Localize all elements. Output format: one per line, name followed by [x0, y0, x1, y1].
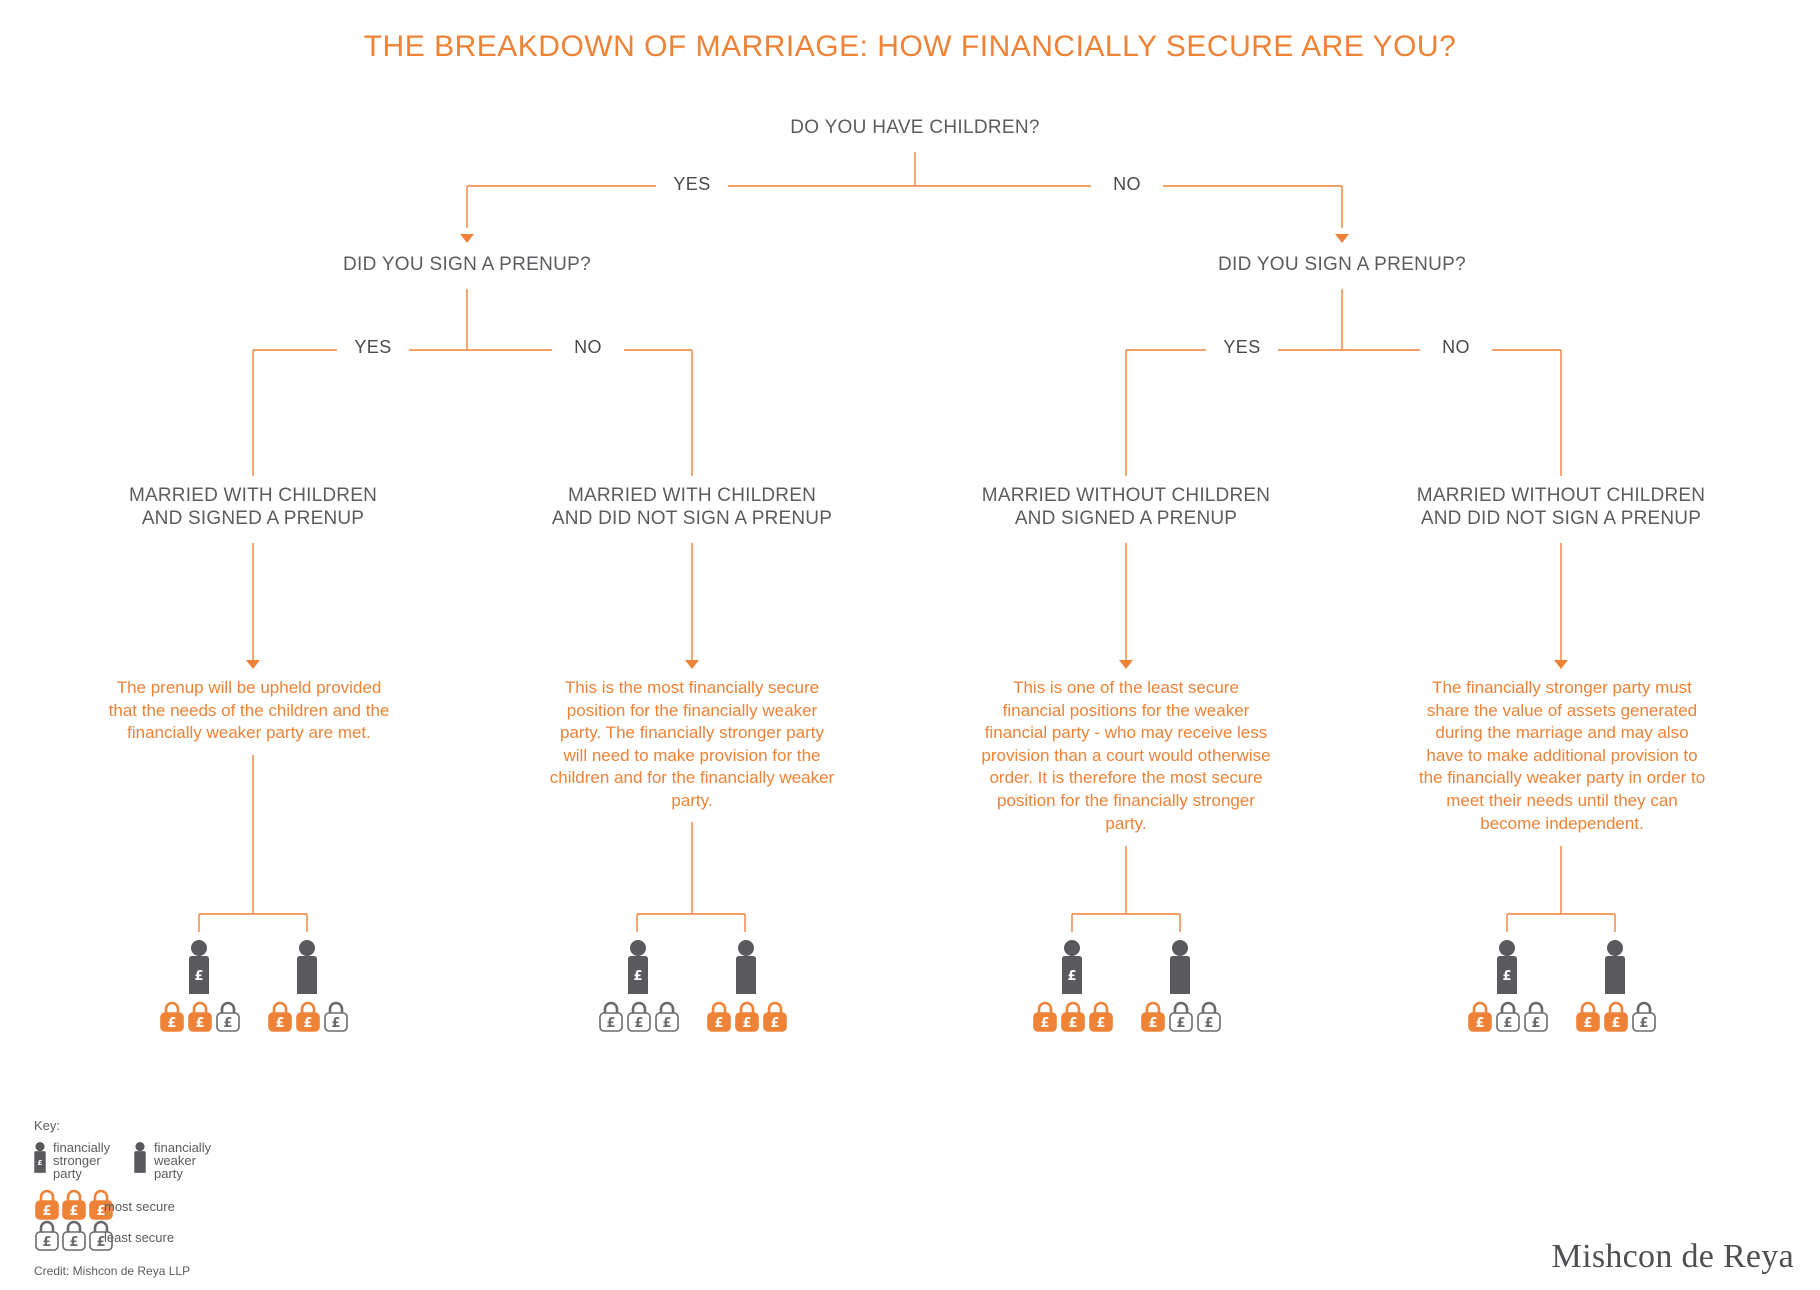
key-least-secure-label: least secure: [104, 1230, 175, 1245]
secure-lock-icon: [295, 1000, 321, 1032]
insecure-lock-icon: [34, 1219, 60, 1251]
credit: Credit: Mishcon de Reya LLP: [34, 1264, 191, 1278]
weaker-party-security-locks: [706, 1000, 788, 1032]
svg-text:£: £: [42, 1235, 52, 1250]
secure-lock-icon: [706, 1000, 732, 1032]
right-branch-connector: [1126, 289, 1561, 476]
secure-lock-icon: [1575, 1000, 1601, 1032]
svg-text:£: £: [1204, 1016, 1214, 1031]
outcome-text: This is the most financially secure position for the financially weaker party. The financially stronger party will need to make provision for the children and for the financially weaker party.: [549, 678, 835, 810]
insecure-lock-icon: [626, 1000, 652, 1032]
weaker-party-figure: [1601, 940, 1629, 1001]
outcome-text: The prenup will be upheld provided that the needs of the children and the financially weaker party are met.: [108, 678, 390, 743]
svg-text:£: £: [42, 1204, 52, 1219]
svg-text:£: £: [714, 1016, 724, 1031]
svg-text:£: £: [37, 1157, 43, 1167]
left-branch-connector: [253, 289, 692, 476]
key-least-secure-locks: [34, 1219, 114, 1251]
svg-text:£: £: [1067, 969, 1077, 984]
svg-text:£: £: [96, 1204, 106, 1219]
stronger-party-figure: [185, 940, 213, 1001]
weaker-party-figure: [732, 940, 760, 1001]
scenario-title-line1: MARRIED WITH CHILDREN: [128, 485, 378, 506]
stronger-party-figure: [624, 940, 652, 1001]
scenario-title-line2: AND DID NOT SIGN A PRENUP: [551, 508, 833, 529]
scenario-title: [1411, 484, 1711, 530]
insecure-lock-icon: [1631, 1000, 1657, 1032]
left-branch-question: DID YOU SIGN A PRENUP?: [342, 254, 592, 275]
weaker-party-security-locks: [1575, 1000, 1657, 1032]
root-connector: [467, 152, 1342, 228]
secure-lock-icon: [267, 1000, 293, 1032]
right-no-label: NO: [1420, 337, 1492, 358]
svg-text:£: £: [606, 1016, 616, 1031]
secure-lock-icon: [762, 1000, 788, 1032]
scenario-title-line2: AND SIGNED A PRENUP: [1014, 508, 1238, 529]
insecure-lock-icon: [1196, 1000, 1222, 1032]
scenario-title: [542, 484, 842, 530]
svg-text:£: £: [1096, 1016, 1106, 1031]
brand-logo: Mishcon de Reya: [1551, 1238, 1794, 1275]
scenario-title-line1: MARRIED WITH CHILDREN: [567, 485, 817, 506]
scenario-title-line2: AND SIGNED A PRENUP: [141, 508, 365, 529]
root-yes-label: YES: [656, 174, 728, 195]
svg-text:£: £: [1611, 1016, 1621, 1031]
svg-text:£: £: [331, 1016, 341, 1031]
svg-text:£: £: [194, 969, 204, 984]
secure-lock-icon: [187, 1000, 213, 1032]
svg-text:£: £: [96, 1235, 106, 1250]
stronger-party-security-locks: [598, 1000, 680, 1032]
figures-connector-2: [637, 822, 745, 932]
stronger-party-security-locks: [1467, 1000, 1549, 1032]
arrowhead: [460, 234, 474, 243]
right-branch-question: DID YOU SIGN A PRENUP?: [1217, 254, 1467, 275]
stronger-party-security-locks: [159, 1000, 241, 1032]
svg-text:£: £: [1583, 1016, 1593, 1031]
insecure-lock-icon: [1523, 1000, 1549, 1032]
secure-lock-icon: [1603, 1000, 1629, 1032]
stronger-party-figure: [1058, 940, 1086, 1001]
svg-text:£: £: [770, 1016, 780, 1031]
svg-text:£: £: [1502, 969, 1512, 984]
figures-connector-1: [199, 755, 307, 932]
secure-lock-icon: [1088, 1000, 1114, 1032]
svg-text:£: £: [303, 1016, 313, 1031]
stronger-party-figure: [1493, 940, 1521, 1001]
arrowhead: [1554, 660, 1568, 669]
svg-text:£: £: [223, 1016, 233, 1031]
svg-text:£: £: [167, 1016, 177, 1031]
svg-text:£: £: [69, 1204, 79, 1219]
key-stronger-icon: [32, 1138, 48, 1183]
svg-text:£: £: [1531, 1016, 1541, 1031]
key-weaker-label: financially weaker party: [154, 1140, 212, 1181]
svg-text:£: £: [1148, 1016, 1158, 1031]
insecure-lock-icon: [598, 1000, 624, 1032]
arrowhead: [246, 660, 260, 669]
scenario-outcome-connectors: [253, 543, 1561, 660]
svg-text:£: £: [1475, 1016, 1485, 1031]
svg-text:£: £: [742, 1016, 752, 1031]
insecure-lock-icon: [654, 1000, 680, 1032]
weaker-party-security-locks: [1140, 1000, 1222, 1032]
page-title: THE BREAKDOWN OF MARRIAGE: HOW FINANCIALLY SECURE ARE YOU?: [363, 30, 1457, 63]
svg-text:£: £: [1639, 1016, 1649, 1031]
arrowhead: [1335, 234, 1349, 243]
svg-text:£: £: [662, 1016, 672, 1031]
key-most-secure-label: most secure: [104, 1199, 175, 1214]
secure-lock-icon: [1032, 1000, 1058, 1032]
right-yes-label: YES: [1206, 337, 1278, 358]
key-most-secure-locks: [34, 1188, 114, 1220]
left-yes-label: YES: [337, 337, 409, 358]
secure-lock-icon: [734, 1000, 760, 1032]
figures-connector-4: [1507, 846, 1615, 932]
figures-connector-3: [1072, 846, 1180, 932]
secure-lock-icon: [1140, 1000, 1166, 1032]
svg-text:£: £: [633, 969, 643, 984]
svg-text:£: £: [195, 1016, 205, 1031]
secure-lock-icon: [1467, 1000, 1493, 1032]
scenario-title-line2: AND DID NOT SIGN A PRENUP: [1420, 508, 1702, 529]
insecure-lock-icon: [215, 1000, 241, 1032]
scenario-title-line1: MARRIED WITHOUT CHILDREN: [981, 485, 1271, 506]
svg-text:£: £: [275, 1016, 285, 1031]
svg-text:£: £: [1068, 1016, 1078, 1031]
weaker-party-figure: [293, 940, 321, 1001]
insecure-lock-icon: [323, 1000, 349, 1032]
key-weaker-icon: [132, 1138, 148, 1183]
scenario-title-line1: MARRIED WITHOUT CHILDREN: [1416, 485, 1706, 506]
secure-lock-icon: [61, 1188, 87, 1220]
svg-text:£: £: [1040, 1016, 1050, 1031]
insecure-lock-icon: [1495, 1000, 1521, 1032]
secure-lock-icon: [159, 1000, 185, 1032]
outcome-text: The financially stronger party must share the value of assets generated during the marriage and may also have to make additional provision to the financially weaker party in order to meet their needs until they can become independent.: [1418, 678, 1706, 833]
svg-text:£: £: [1176, 1016, 1186, 1031]
svg-text:£: £: [634, 1016, 644, 1031]
root-question: DO YOU HAVE CHILDREN?: [790, 117, 1040, 138]
key-stronger-label: financially stronger party: [53, 1140, 111, 1181]
key-title: Key:: [34, 1118, 61, 1133]
secure-lock-icon: [1060, 1000, 1086, 1032]
insecure-lock-icon: [1168, 1000, 1194, 1032]
weaker-party-figure: [1166, 940, 1194, 1001]
scenario-title: [103, 484, 403, 530]
svg-text:£: £: [69, 1235, 79, 1250]
outcome-text: This is one of the least secure financial positions for the weaker financial party - who may receive less provision than a court would otherwise order. It is therefore the most secure position for the financially stronger party.: [981, 678, 1271, 833]
root-no-label: NO: [1091, 174, 1163, 195]
left-no-label: NO: [552, 337, 624, 358]
arrowhead: [685, 660, 699, 669]
scenario-title: [976, 484, 1276, 530]
insecure-lock-icon: [61, 1219, 87, 1251]
stronger-party-security-locks: [1032, 1000, 1114, 1032]
svg-text:£: £: [1503, 1016, 1513, 1031]
weaker-party-security-locks: [267, 1000, 349, 1032]
secure-lock-icon: [34, 1188, 60, 1220]
arrowhead: [1119, 660, 1133, 669]
